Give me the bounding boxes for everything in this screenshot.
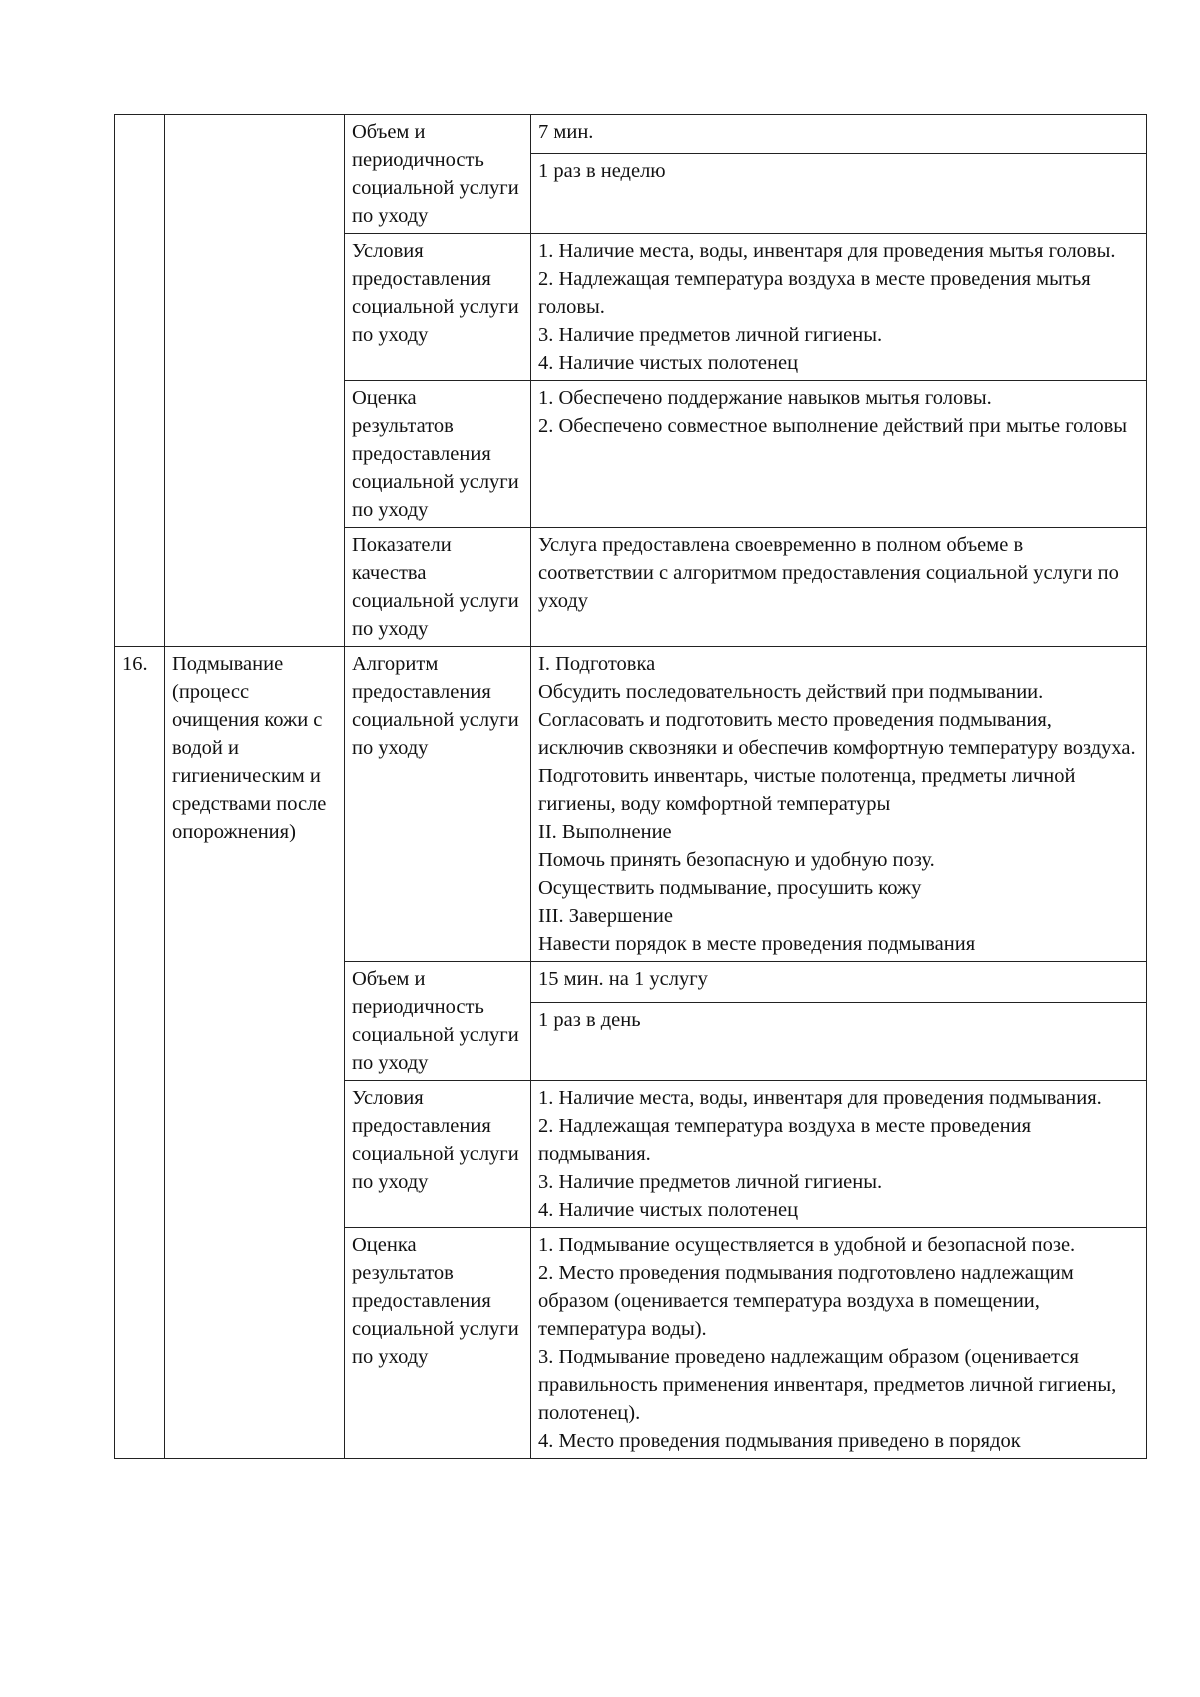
- evaluation-text: [531, 381, 1147, 528]
- volume-amount: 7 мин.: [531, 115, 1147, 154]
- volume-amount: 15 мин. на 1 услугу: [531, 962, 1147, 1003]
- evaluation-line: 2. Место проведения подмывания подготовлено надлежащим образом (оценивается температура воздуха в помещении, температура воды).: [538, 1262, 1079, 1340]
- service-name: Подмывание (процесс очищения кожи с водой и гигиеническим и средствами после опорожнения): [165, 647, 345, 1459]
- criterion-label: Условия предоставления социальной услуги по уходу: [345, 234, 531, 381]
- algorithm-line: Согласовать и подготовить место проведения подмывания, исключив сквозняки и обеспечив комфортную температуру воздуха.: [538, 709, 1136, 759]
- conditions-line: 4. Наличие чистых полотенец: [538, 1199, 799, 1221]
- conditions-line: 3. Наличие предметов личной гигиены.: [538, 1171, 883, 1193]
- algorithm-line: Обсудить последовательность действий при подмывании.: [538, 681, 1044, 703]
- criterion-label: Условия предоставления социальной услуги по уходу: [345, 1081, 531, 1228]
- table-row: [115, 647, 1147, 962]
- evaluation-line: 1. Обеспечено поддержание навыков мытья головы.: [538, 387, 992, 409]
- services-table: [114, 114, 1147, 1459]
- criterion-label: Объем и периодичность социальной услуги по уходу: [345, 962, 531, 1081]
- evaluation-line: 4. Место проведения подмывания приведено в порядок: [538, 1430, 1021, 1452]
- service-number: 16.: [115, 647, 165, 1459]
- conditions-line: 4. Наличие чистых полотенец: [538, 352, 799, 374]
- evaluation-line: 2. Обеспечено совместное выполнение действий при мытье головы: [538, 415, 1128, 437]
- criterion-label: Алгоритм предоставления социальной услуги по уходу: [345, 647, 531, 962]
- algorithm-line: Навести порядок в месте проведения подмывания: [538, 933, 976, 955]
- algorithm-line: Помочь принять безопасную и удобную позу.: [538, 849, 935, 871]
- conditions-line: 2. Надлежащая температура воздуха в месте проведения подмывания.: [538, 1115, 1037, 1165]
- conditions-text: [531, 1081, 1147, 1228]
- algorithm-line: III. Завершение: [538, 905, 673, 927]
- document-page: [114, 114, 1146, 1459]
- criterion-label: Показатели качества социальной услуги по уходу: [345, 528, 531, 647]
- conditions-line: 1. Наличие места, воды, инвентаря для проведения мытья головы.: [538, 240, 1116, 262]
- algorithm-line: Подготовить инвентарь, чистые полотенца, предметы личной гигиены, воду комфортной температуры: [538, 765, 1081, 815]
- algorithm-line: Осуществить подмывание, просушить кожу: [538, 877, 922, 899]
- service-cell-empty: [165, 115, 345, 647]
- algorithm-text: [531, 647, 1147, 962]
- evaluation-text: [531, 1228, 1147, 1459]
- conditions-line: 1. Наличие места, воды, инвентаря для проведения подмывания.: [538, 1087, 1102, 1109]
- evaluation-line: 1. Подмывание осуществляется в удобной и безопасной позе.: [538, 1234, 1076, 1256]
- evaluation-line: 3. Подмывание проведено надлежащим образом (оценивается правильность применения инвентаря, предметов личной гигиены, полотенец).: [538, 1346, 1122, 1424]
- number-cell-empty: [115, 115, 165, 647]
- algorithm-line: I. Подготовка: [538, 653, 656, 675]
- volume-frequency: 1 раз в день: [531, 1002, 1147, 1080]
- conditions-line: 2. Надлежащая температура воздуха в месте проведения мытья головы.: [538, 268, 1096, 318]
- criterion-label: Оценка результатов предоставления социальной услуги по уходу: [345, 1228, 531, 1459]
- criterion-label: Оценка результатов предоставления социальной услуги по уходу: [345, 381, 531, 528]
- quality-text: Услуга предоставлена своевременно в полном объеме в соответствии с алгоритмом предоставления социальной услуги по уходу: [531, 528, 1147, 647]
- volume-frequency: 1 раз в неделю: [531, 154, 1147, 234]
- table-row: [115, 115, 1147, 154]
- conditions-line: 3. Наличие предметов личной гигиены.: [538, 324, 883, 346]
- algorithm-line: II. Выполнение: [538, 821, 672, 843]
- criterion-label: Объем и периодичность социальной услуги по уходу: [345, 115, 531, 234]
- conditions-text: [531, 234, 1147, 381]
